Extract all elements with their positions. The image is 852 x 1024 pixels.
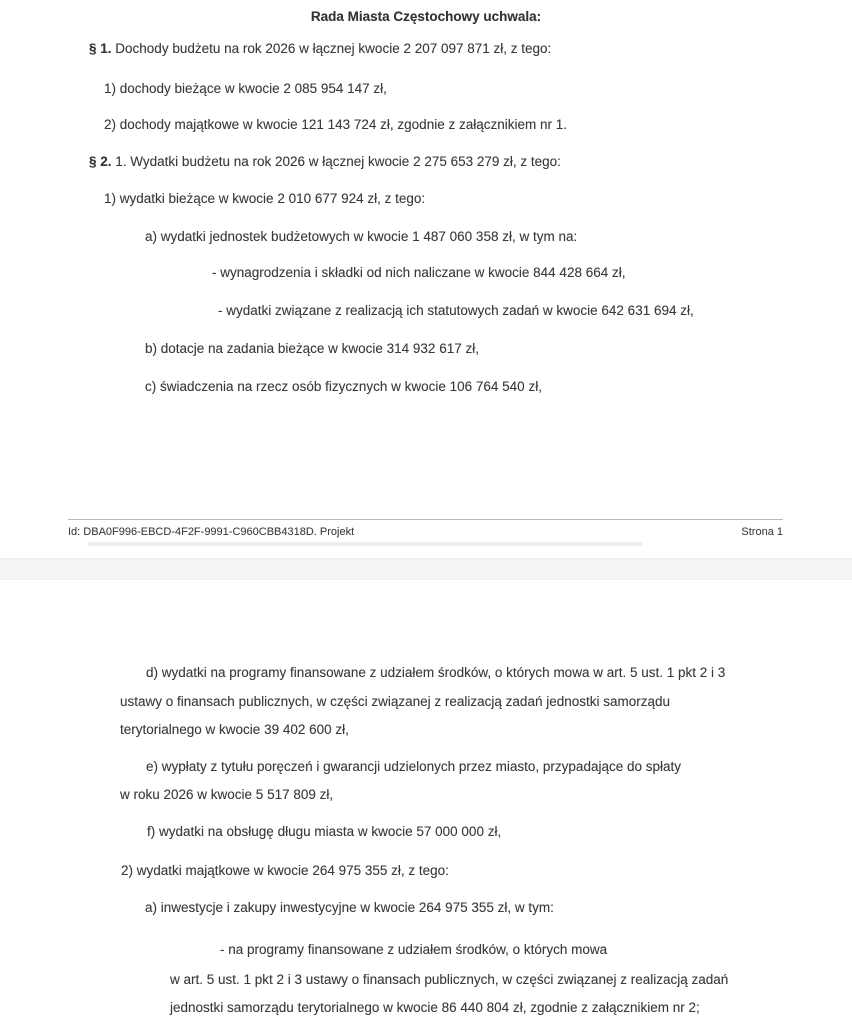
text-line: a) wydatki jednostek budżetowych w kwocie 1 487 060 358 zł, w tym na: xyxy=(145,229,578,244)
scan-artifact xyxy=(88,542,643,546)
text-line: jednostki samorządu terytorialnego w kwocie 86 440 804 zł, zgodnie z załącznikiem nr 2; xyxy=(170,1000,700,1015)
text-line: f) wydatki na obsługę długu miasta w kwocie 57 000 000 zł, xyxy=(147,824,502,839)
text-line: w roku 2026 w kwocie 5 517 809 zł, xyxy=(120,787,334,802)
text-line: 2) dochody majątkowe w kwocie 121 143 724 zł, zgodnie z załącznikiem nr 1. xyxy=(104,117,567,132)
document-title: Rada Miasta Częstochowy uchwala: xyxy=(310,9,542,24)
section-1-heading: § 1. Dochody budżetu na rok 2026 w łącznej kwocie 2 207 097 871 zł, z tego: xyxy=(89,41,552,56)
text-line: b) dotacje na zadania bieżące w kwocie 314 932 617 zł, xyxy=(145,341,479,356)
page-gap xyxy=(0,558,852,580)
footer-divider xyxy=(68,519,783,520)
page-2 xyxy=(0,580,852,1024)
text-line: 2) wydatki majątkowe w kwocie 264 975 355 zł, z tego: xyxy=(121,863,449,878)
text-line: c) świadczenia na rzecz osób fizycznych w kwocie 106 764 540 zł, xyxy=(145,379,542,394)
text-line: 1) dochody bieżące w kwocie 2 085 954 147 zł, xyxy=(104,81,387,96)
text-line: d) wydatki na programy finansowane z udziałem środków, o których mowa w art. 5 ust. 1 pkt 2 i 3 xyxy=(146,665,726,680)
text-line: - wynagrodzenia i składki od nich naliczane w kwocie 844 428 664 zł, xyxy=(212,265,626,280)
text-line: w art. 5 ust. 1 pkt 2 i 3 ustawy o finansach publicznych, w części związanej z realizacją zadań xyxy=(170,972,729,987)
text-line: ustawy o finansach publicznych, w części związanej z realizacją zadań jednostki samorządu xyxy=(120,694,671,709)
text-line: a) inwestycje i zakupy inwestycyjne w kwocie 264 975 355 zł, w tym: xyxy=(145,900,554,915)
text-line: terytorialnego w kwocie 39 402 600 zł, xyxy=(120,722,349,737)
text-line: - na programy finansowane z udziałem środków, o których mowa xyxy=(220,942,608,957)
document-id: Id: DBA0F996-EBCD-4F2F-9991-C960CBB4318D. Projekt xyxy=(68,526,355,538)
text-line: 1) wydatki bieżące w kwocie 2 010 677 924 zł, z tego: xyxy=(104,191,426,206)
text-line: e) wypłaty z tytułu poręczeń i gwarancji udzielonych przez miasto, przypadające do spłaty xyxy=(146,759,682,774)
page-number: Strona 1 xyxy=(741,526,783,538)
text-line: - wydatki związane z realizacją ich statutowych zadań w kwocie 642 631 694 zł, xyxy=(218,303,694,318)
section-2-heading: § 2. 1. Wydatki budżetu na rok 2026 w łącznej kwocie 2 275 653 279 zł, z tego: xyxy=(89,154,561,169)
